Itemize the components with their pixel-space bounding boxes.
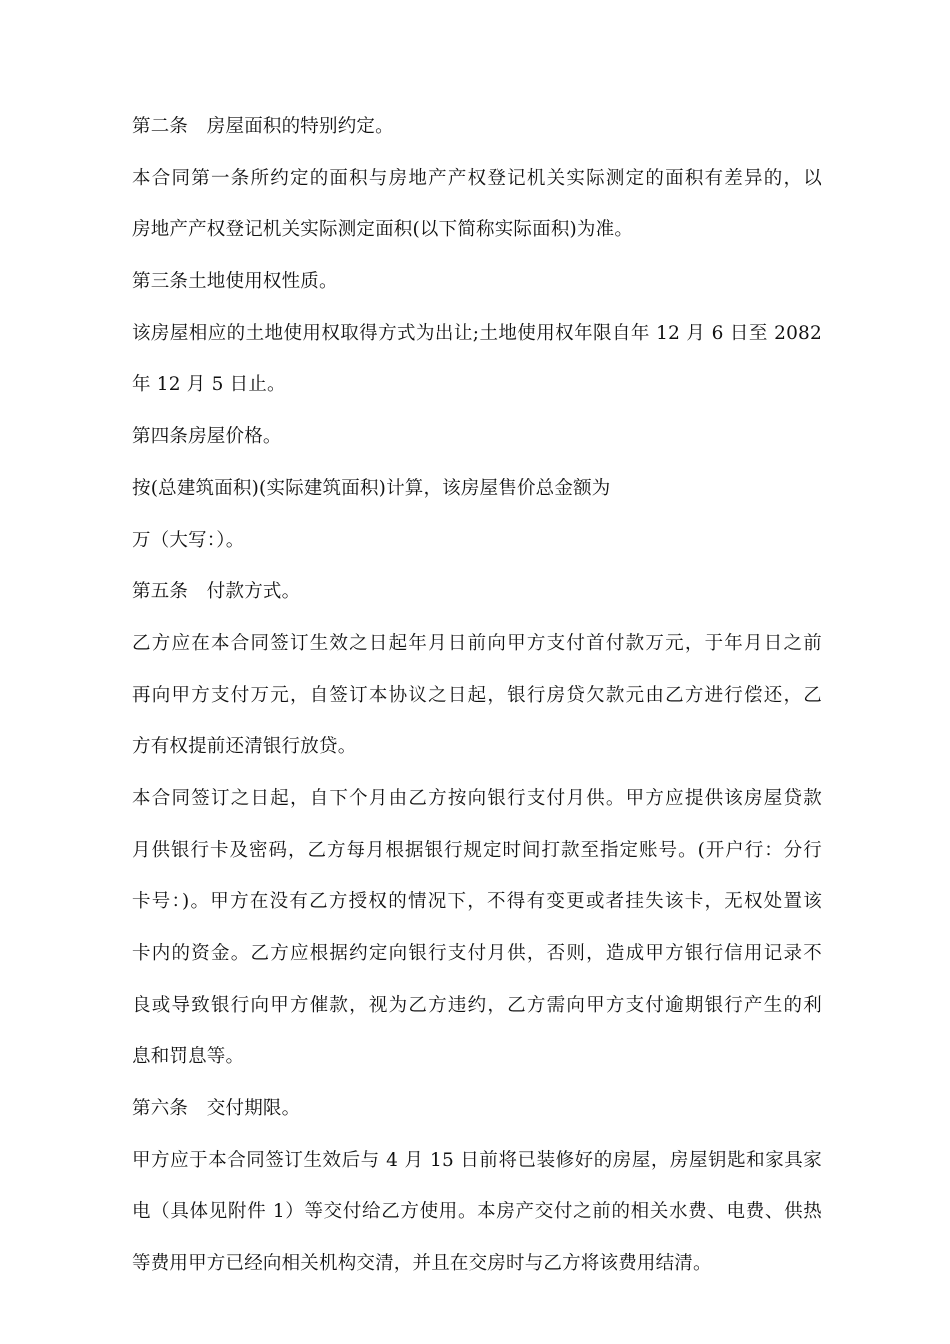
paragraph-line: 该房屋相应的土地使用权取得方式为出让;土地使用权年限自年 12 月 6 日至 2082: [132, 322, 822, 344]
paragraph-line: 按(总建筑面积)(实际建筑面积)计算，该房屋售价总金额为: [132, 477, 611, 499]
article-3-heading: 第三条土地使用权性质。: [132, 271, 338, 293]
paragraph-line: 卡号：)。甲方在没有乙方授权的情况下，不得有变更或者挂失该卡，无权处置该: [132, 891, 822, 913]
paragraph-line: 电（具体见附件 1）等交付给乙方使用。本房产交付之前的相关水费、电费、供热: [132, 1201, 822, 1223]
paragraph-line: 万（大写：）。: [132, 529, 245, 551]
paragraph-line: 等费用甲方已经向相关机构交清，并且在交房时与乙方将该费用结清。: [132, 1253, 712, 1275]
paragraph-line: 乙方应在本合同签订生效之日起年月日前向甲方支付首付款万元，于年月日之前: [132, 632, 822, 654]
paragraph-line: 卡内的资金。乙方应根据约定向银行支付月供，否则，造成甲方银行信用记录不: [132, 943, 822, 964]
paragraph-line: 本合同第一条所约定的面积与房地产产权登记机关实际测定的面积有差异的，以: [132, 167, 822, 189]
paragraph-line: 甲方应于本合同签订生效后与 4 月 15 日前将已装修好的房屋，房屋钥匙和家具家: [132, 1149, 822, 1171]
paragraph-line: 息和罚息等。: [132, 1046, 245, 1068]
article-5-heading: 第五条 付款方式。: [132, 581, 301, 603]
article-6-heading: 第六条 交付期限。: [132, 1098, 301, 1120]
paragraph-line: 年 12 月 5 日止。: [132, 374, 286, 396]
paragraph-line: 良或导致银行向甲方催款，视为乙方违约，乙方需向甲方支付逾期银行产生的利: [132, 994, 822, 1016]
article-2-heading: 第二条 房屋面积的特别约定。: [132, 116, 394, 137]
paragraph-line: 月供银行卡及密码，乙方每月根据银行规定时间打款至指定账号。(开户行：分行: [132, 839, 822, 861]
paragraph-line: 方有权提前还清银行放贷。: [132, 736, 357, 758]
paragraph-line: 本合同签订之日起，自下个月由乙方按向银行支付月供。甲方应提供该房屋贷款: [132, 787, 822, 809]
document-body: [132, 108, 822, 1297]
paragraph-line: 房地产产权登记机关实际测定面积(以下简称实际面积)为准。: [132, 219, 634, 241]
article-4-heading: 第四条房屋价格。: [132, 426, 282, 448]
paragraph-line: 再向甲方支付万元，自签订本协议之日起，银行房贷欠款元由乙方进行偿还，乙: [132, 684, 822, 706]
